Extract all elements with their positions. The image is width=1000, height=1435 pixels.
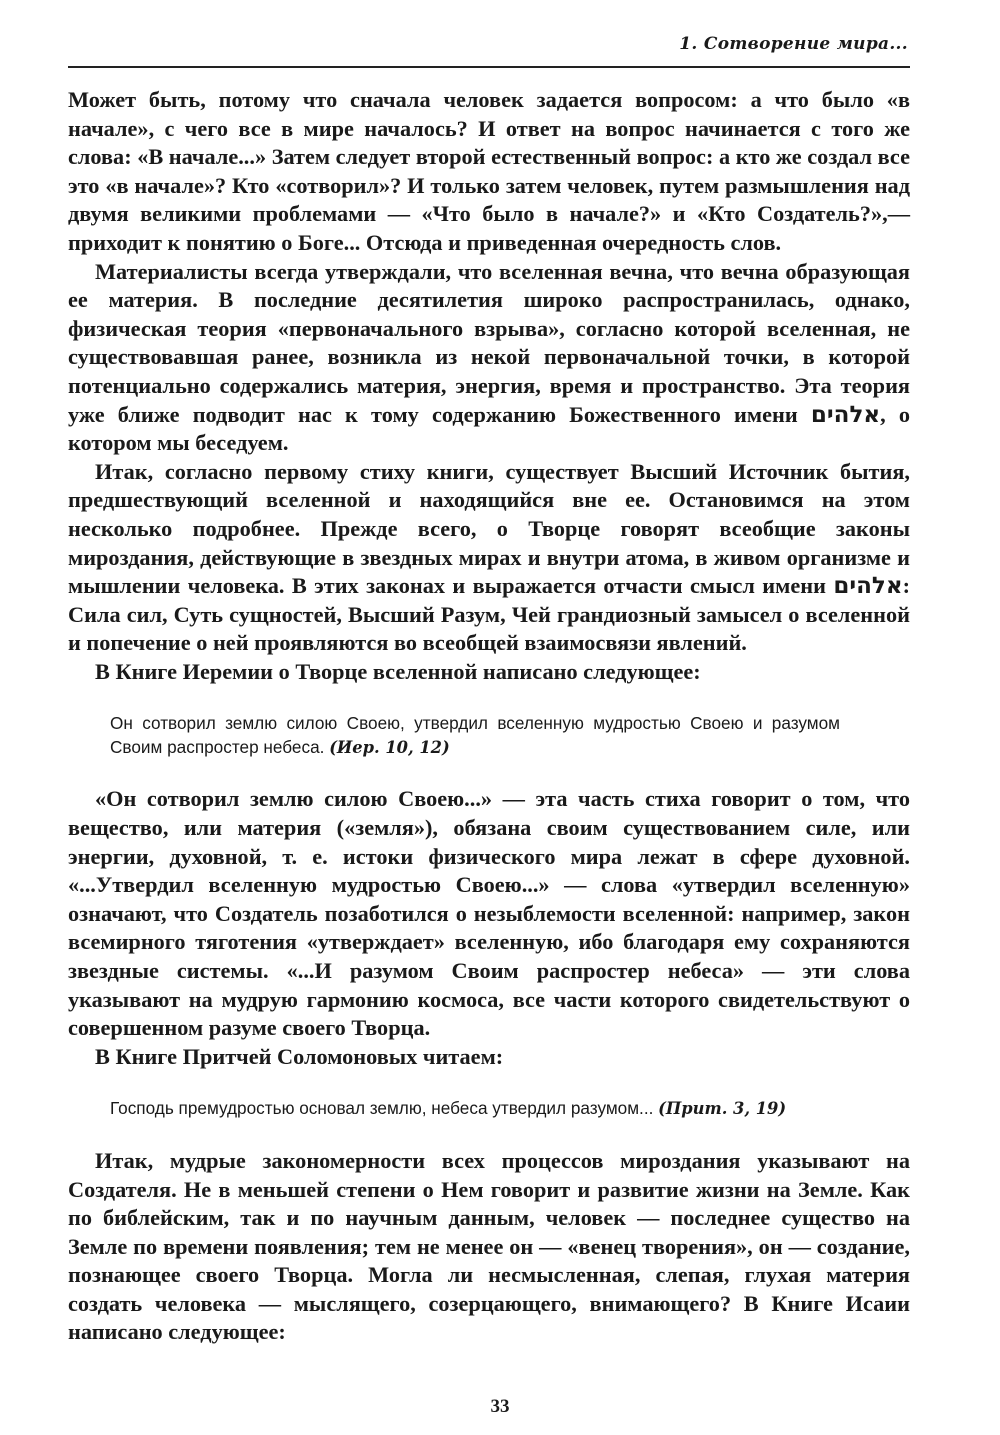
paragraph-5: «Он сотворил землю силою Своею...» — эта часть стиха говорит о том, что вещество, или материя («земля»), обязана своим существованием силе, или энергии, духовной, т. е. истоки физического мира лежат в сфере духовной. «...Утвердил вселенную мудростью Своею...» — слова «утвердил вселенную» означают, что Создатель позаботился о незыблемости вселенной: например, закон всемирного тяготения «утверждает» вселенную, ибо благодаря ему сохраняются звездные системы. «...И разумом Своим распростер небеса» — эти слова указывают на мудрую гармонию космоса, все части которого свидетельствуют о совершенном разуме своего Творца. (68, 786, 910, 1041)
hebrew-word-elohim: אלהים (810, 401, 881, 428)
paragraph-2 (68, 258, 910, 458)
paragraph-4: В Книге Иеремии о Творце вселенной написано следующее: (95, 658, 701, 684)
quote-proverbs-text: Господь премудростью основал землю, небеса утвердил разумом... (110, 1098, 654, 1119)
page-number: 33 (490, 1396, 510, 1417)
paragraph-2-text: Материалисты всегда утверждали, что вселенная вечна, что вечна образующая ее материя. В последние десятилетия широко распространилась, однако, физическая теория «первоначального взрыва», согласно которой вселенная, не существовавшая ранее, возникла из некой первоначальной точки, в которой потенциально содержались материя, энергия, время и пространство. Эта теория уже ближе подводит нас к тому содержанию Божественного имени (68, 258, 910, 427)
quote-proverbs (110, 1097, 840, 1121)
paragraph-6: В Книге Притчей Соломоновых читаем: (95, 1043, 504, 1069)
header-rule (68, 66, 910, 68)
body-text (68, 86, 910, 1347)
paragraph-3-text-end: : Сила сил, Суть сущностей, Высший Разум, Чей грандиозный замысел о вселенной и попечение о ней проявляются во всеобщей взаимосвязи явлений. (68, 573, 910, 656)
paragraph-3-text: Итак, согласно первому стиху книги, существует Высший Источник бытия, предшествующий вселенной и находящийся вне ее. Остановимся на этом несколько подробнее. Прежде всего, о Творце говорят всеобщие законы мироздания, действующие в звездных мирах и внутри атома, в живом организме и мышлении человека. В этих законах и выражается отчасти смысл имени (68, 458, 910, 599)
paragraph-1: Может быть, потому что сначала человек задается вопросом: а что было «в начале», с чего все в мире началось? И ответ на вопрос начинается с того же слова: «В начале...» Затем следует второй естественный вопрос: а кто же создал все это «в начале»? Кто «сотворил»? И только затем человек, путем размышления над двумя великими проблемами — «Что было в начале?» и «Кто Создатель?»,— приходит к понятию о Боге... Отсюда и приведенная очередность слов. (68, 87, 910, 255)
paragraph-2-text-end: , о котором мы беседуем. (68, 401, 911, 456)
paragraph-3 (68, 458, 910, 658)
quote-jeremiah-ref: (Иер. 10, 12) (329, 737, 450, 757)
quote-proverbs-ref: (Прит. 3, 19) (658, 1099, 787, 1119)
paragraph-7: Итак, мудрые закономерности всех процессов мироздания указывают на Создателя. Не в меньшей степени о Нем говорит и развитие жизни на Земле. Как по библейским, так и по научным данным, человек — последнее существо на Земле по времени появления; тем не менее он — «венец творения», он — создание, познающее своего Творца. Могла ли несмысленная, слепая, глухая материя создать человека — мыслящего, созерцающего, внимающего? В Книге Исаии написано следующее: (68, 1147, 910, 1345)
quote-jeremiah-text: Он сотворил землю силою Своею, утвердил вселенную мудростью Своею и разумом Своим распростер небеса. (110, 713, 840, 757)
hebrew-word-elohim: אלהים (833, 573, 903, 600)
running-head: 1. Сотворение мира... (679, 34, 908, 54)
quote-jeremiah (110, 712, 840, 759)
